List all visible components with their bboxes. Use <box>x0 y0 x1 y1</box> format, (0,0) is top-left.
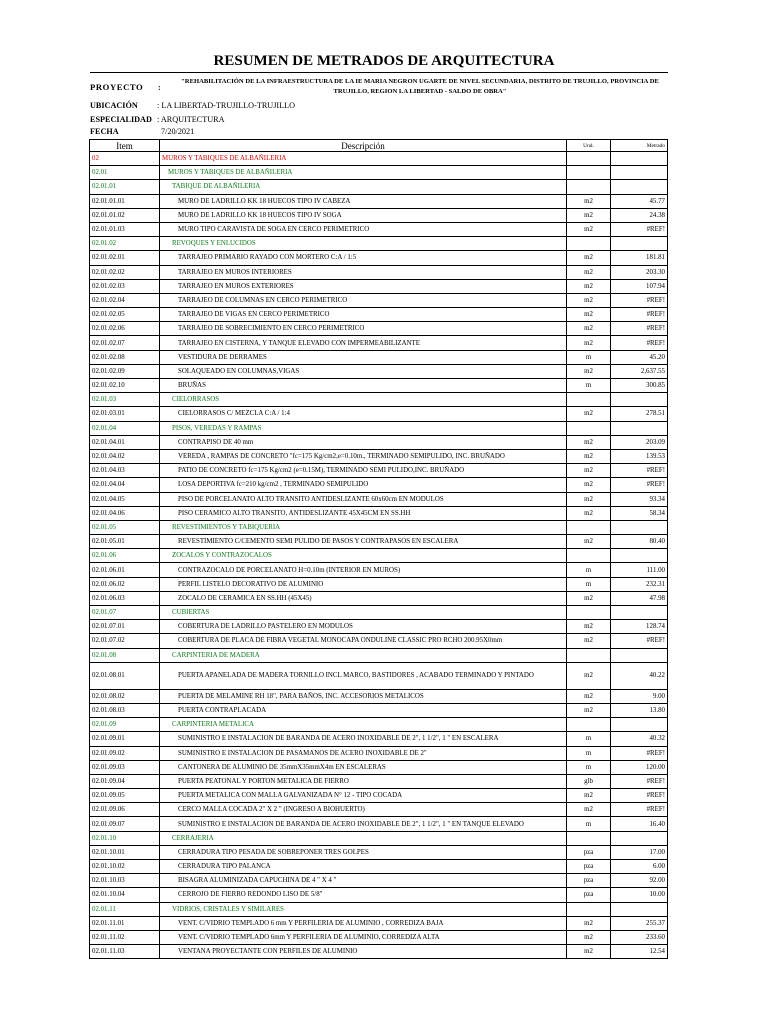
cell-metrado: 255.37 <box>611 916 668 930</box>
cell-unidad: m2 <box>567 803 611 817</box>
cell-unidad: m2 <box>567 789 611 803</box>
cell-metrado <box>611 180 668 194</box>
table-row <box>90 279 668 293</box>
header-item: Item <box>90 140 160 152</box>
cell-unidad <box>567 549 611 563</box>
cell-item: 02.01.05 <box>90 520 160 534</box>
cell-unidad <box>567 718 611 732</box>
cell-descripcion: CONTRAPISO DE 40 mm <box>160 435 567 449</box>
fecha-label: FECHA <box>90 127 119 136</box>
table-row <box>90 322 668 336</box>
table-row <box>90 930 668 944</box>
cell-descripcion: MUROS Y TABIQUES DE ALBAÑILERIA <box>160 152 567 166</box>
cell-unidad: m2 <box>567 364 611 378</box>
cell-metrado: #REF! <box>611 746 668 760</box>
table-row <box>90 732 668 746</box>
cell-unidad: m2 <box>567 591 611 605</box>
cell-descripcion: CONTRAZOCALO DE PORCELANATO H=0.10m (INTERIOR EN MUROS) <box>160 563 567 577</box>
cell-item: 02.01.09.06 <box>90 803 160 817</box>
cell-metrado <box>611 166 668 180</box>
cell-metrado <box>611 606 668 620</box>
cell-descripcion: VEREDA , RAMPAS DE CONCRETO "fc=175 Kg/cm2,e=0.10m., TERMINADO SEMIPULIDO, INC. BRUÑADO <box>160 449 567 463</box>
table-row <box>90 208 668 222</box>
cell-item: 02.01.04.04 <box>90 478 160 492</box>
cell-descripcion: CARPINTERIA METALICA <box>160 718 567 732</box>
table-row <box>90 293 668 307</box>
cell-item: 02.01.09.04 <box>90 774 160 788</box>
cell-metrado <box>611 648 668 662</box>
document-title: RESUMEN DE METRADOS DE ARQUITECTURA <box>213 53 555 69</box>
cell-item: 02.01.07 <box>90 606 160 620</box>
cell-metrado: 181.81 <box>611 251 668 265</box>
cell-metrado <box>611 902 668 916</box>
cell-descripcion: CERRAJERIA <box>160 831 567 845</box>
cell-descripcion: PISO CERAMICO ALTO TRANSITO, ANTIDESLIZANTE 45X45CM EN SS.HH <box>160 506 567 520</box>
title-underline <box>90 72 668 73</box>
cell-descripcion: VIDRIOS, CRISTALES Y SIMILARES <box>160 902 567 916</box>
table-row <box>90 364 668 378</box>
cell-metrado: 47.98 <box>611 591 668 605</box>
cell-metrado <box>611 549 668 563</box>
table-row <box>90 166 668 180</box>
cell-metrado <box>611 421 668 435</box>
cell-unidad: m2 <box>567 336 611 350</box>
cell-unidad: m2 <box>567 620 611 634</box>
cell-descripcion: COBERTURA DE PLACA DE FIBRA VEGETAL MONOCAPA ONDULINE CLASSIC PRO RCHO 200.95X0mm <box>160 634 567 648</box>
cell-unidad <box>567 152 611 166</box>
cell-unidad: pza <box>567 874 611 888</box>
cell-metrado: #REF! <box>611 634 668 648</box>
cell-metrado <box>611 152 668 166</box>
table-row <box>90 718 668 732</box>
especialidad-value: : ARQUITECTURA <box>157 115 225 124</box>
cell-descripcion: CERRADURA TIPO PESADA DE SOBREPONER TRES GOLPES <box>160 845 567 859</box>
table-row <box>90 393 668 407</box>
cell-unidad: m2 <box>567 930 611 944</box>
cell-metrado: 300.85 <box>611 379 668 393</box>
table-row <box>90 874 668 888</box>
cell-metrado: 9.00 <box>611 689 668 703</box>
cell-metrado <box>611 520 668 534</box>
cell-metrado: #REF! <box>611 308 668 322</box>
cell-metrado: 278.51 <box>611 407 668 421</box>
table-header-row <box>90 140 668 152</box>
cell-metrado <box>611 237 668 251</box>
cell-descripcion: MUROS Y TABIQUES DE ALBAÑILERIA <box>160 166 567 180</box>
cell-item: 02.01.06 <box>90 549 160 563</box>
header-metrado: Metrado <box>611 140 668 152</box>
table-row <box>90 902 668 916</box>
table-row <box>90 817 668 831</box>
cell-descripcion: MURO DE LADRILLO KK 18 HUECOS TIPO IV SOGA <box>160 208 567 222</box>
table-row <box>90 945 668 959</box>
cell-unidad: m2 <box>567 435 611 449</box>
cell-unidad: m2 <box>567 478 611 492</box>
header-unidad: Und. <box>567 140 611 152</box>
table-row <box>90 520 668 534</box>
cell-unidad: m2 <box>567 251 611 265</box>
cell-item: 02.01.04.05 <box>90 492 160 506</box>
cell-item: 02.01.04.01 <box>90 435 160 449</box>
cell-item: 02.01.09.02 <box>90 746 160 760</box>
cell-unidad: m2 <box>567 945 611 959</box>
cell-descripcion: REVESTIMIENTO C/CEMENTO SEMI PULIDO DE PASOS Y CONTRAPASOS EN ESCALERA <box>160 535 567 549</box>
cell-metrado: 232.31 <box>611 577 668 591</box>
cell-metrado: #REF! <box>611 803 668 817</box>
cell-unidad: m2 <box>567 634 611 648</box>
cell-item: 02.01.01.02 <box>90 208 160 222</box>
table-row <box>90 803 668 817</box>
table-row <box>90 222 668 236</box>
table-row <box>90 535 668 549</box>
cell-metrado: 17.00 <box>611 845 668 859</box>
cell-metrado: 24.38 <box>611 208 668 222</box>
cell-item: 02.01.02.07 <box>90 336 160 350</box>
cell-unidad: m <box>567 563 611 577</box>
cell-item: 02.01.04.03 <box>90 464 160 478</box>
cell-unidad: m2 <box>567 703 611 717</box>
cell-item: 02.01.02.02 <box>90 265 160 279</box>
cell-descripcion: ZOCALO DE CERAMICA EN SS.HH (45X45) <box>160 591 567 605</box>
cell-metrado: #REF! <box>611 222 668 236</box>
cell-metrado <box>611 718 668 732</box>
table-row <box>90 492 668 506</box>
cell-descripcion: CARPINTERIA DE MADERA <box>160 648 567 662</box>
cell-unidad: m2 <box>567 449 611 463</box>
cell-item: 02.01.10 <box>90 831 160 845</box>
cell-descripcion: LOSA DEPORTIVA fc=210 kg/cm2 , TERMINADO SEMIPULIDO <box>160 478 567 492</box>
cell-item: 02.01.08.02 <box>90 689 160 703</box>
cell-item: 02.01.05.01 <box>90 535 160 549</box>
cell-metrado: #REF! <box>611 336 668 350</box>
cell-descripcion: COBERTURA DE LADRILLO PASTELERO EN MODULOS <box>160 620 567 634</box>
cell-metrado: 111.00 <box>611 563 668 577</box>
header-descripcion: Descripción <box>160 140 567 152</box>
table-row <box>90 449 668 463</box>
cell-item: 02.01.09.05 <box>90 789 160 803</box>
cell-descripcion: PATIO DE CONCRETO fc=175 Kg/cm2 (e=0.15M), TERMINADO SEMI PULIDO,INC. BRUÑADO <box>160 464 567 478</box>
cell-unidad <box>567 237 611 251</box>
cell-metrado: 40.32 <box>611 732 668 746</box>
proyecto-colon: : <box>158 83 161 92</box>
table-row <box>90 648 668 662</box>
table-row <box>90 379 668 393</box>
cell-descripcion: PERFIL LISTELO DECORATIVO DE ALUMINIO <box>160 577 567 591</box>
table-row <box>90 634 668 648</box>
cell-item: 02.01.02 <box>90 237 160 251</box>
table-row <box>90 407 668 421</box>
table-row <box>90 506 668 520</box>
table-row <box>90 435 668 449</box>
table-row <box>90 831 668 845</box>
cell-unidad: m <box>567 746 611 760</box>
table-row <box>90 916 668 930</box>
cell-metrado: 128.74 <box>611 620 668 634</box>
ubicacion-value: : LA LIBERTAD-TRUJILLO-TRUJILLO <box>157 101 296 110</box>
cell-item: 02.01.09.03 <box>90 760 160 774</box>
cell-metrado: #REF! <box>611 322 668 336</box>
cell-metrado: 45.77 <box>611 194 668 208</box>
cell-item: 02 <box>90 152 160 166</box>
table-row <box>90 194 668 208</box>
cell-descripcion: CIELORRASOS <box>160 393 567 407</box>
cell-metrado: 58.34 <box>611 506 668 520</box>
cell-descripcion: VENTANA PROYECTANTE CON PERFILES DE ALUMINIO <box>160 945 567 959</box>
cell-descripcion: TARRAJEO EN MUROS EXTERIORES <box>160 279 567 293</box>
cell-metrado: 12.54 <box>611 945 668 959</box>
cell-descripcion: CERROJO DE FIERRO REDONDO LISO DE 5/8" <box>160 888 567 902</box>
cell-unidad: m2 <box>567 492 611 506</box>
cell-item: 02.01.02.10 <box>90 379 160 393</box>
cell-unidad: m2 <box>567 293 611 307</box>
cell-unidad: m2 <box>567 322 611 336</box>
cell-unidad: m2 <box>567 407 611 421</box>
table-row <box>90 336 668 350</box>
cell-descripcion: VESTIDURA DE DERRAMES <box>160 350 567 364</box>
cell-metrado <box>611 831 668 845</box>
cell-descripcion: ZOCALOS Y CONTRAZOCALOS <box>160 549 567 563</box>
cell-metrado: 16.40 <box>611 817 668 831</box>
cell-item: 02.01.03.01 <box>90 407 160 421</box>
cell-item: 02.01.06.01 <box>90 563 160 577</box>
cell-unidad: m <box>567 379 611 393</box>
cell-item: 02.01.09.01 <box>90 732 160 746</box>
cell-descripcion: CERRADURA TIPO PALANCA <box>160 860 567 874</box>
cell-unidad <box>567 902 611 916</box>
cell-metrado: #REF! <box>611 774 668 788</box>
cell-metrado: 92.00 <box>611 874 668 888</box>
cell-metrado: 40.22 <box>611 662 668 689</box>
table-row <box>90 421 668 435</box>
cell-item: 02.01.11 <box>90 902 160 916</box>
cell-unidad: m2 <box>567 194 611 208</box>
table-row <box>90 703 668 717</box>
cell-unidad: m2 <box>567 506 611 520</box>
cell-unidad: m2 <box>567 265 611 279</box>
cell-item: 02.01.08 <box>90 648 160 662</box>
cell-item: 02.01.11.01 <box>90 916 160 930</box>
cell-item: 02.01.03 <box>90 393 160 407</box>
cell-unidad: m <box>567 577 611 591</box>
cell-metrado: 203.30 <box>611 265 668 279</box>
cell-metrado: #REF! <box>611 478 668 492</box>
cell-metrado: 139.53 <box>611 449 668 463</box>
cell-descripcion: CERCO MALLA COCADA 2" X 2 " (INGRESO A BIOHUERTO) <box>160 803 567 817</box>
cell-descripcion: CANTONERA DE ALUMINIO DE 35mmX35mmX4m EN ESCALERAS <box>160 760 567 774</box>
cell-metrado: 10.00 <box>611 888 668 902</box>
table-row <box>90 888 668 902</box>
cell-descripcion: CIELORRASOS C/ MEZCLA C:A / 1:4 <box>160 407 567 421</box>
cell-unidad <box>567 166 611 180</box>
table-row <box>90 251 668 265</box>
table-row <box>90 689 668 703</box>
cell-descripcion: BRUÑAS <box>160 379 567 393</box>
proyecto-label: PROYECTO <box>90 82 144 92</box>
table-row <box>90 662 668 689</box>
cell-descripcion: TABIQUE DE ALBAÑILERIA <box>160 180 567 194</box>
cell-unidad: m2 <box>567 222 611 236</box>
cell-item: 02.01.06.02 <box>90 577 160 591</box>
cell-descripcion: TARRAJEO DE COLUMNAS EN CERCO PERIMETRICO <box>160 293 567 307</box>
cell-descripcion: SUMINISTRO E INSTALACION DE BARANDA DE ACERO INOXIDABLE DE 2", 1 1/2", 1 " EN TANQUE ELEVADO <box>160 817 567 831</box>
cell-descripcion: SUMINISTRO E INSTALACION DE PASAMANOS DE ACERO INOXIDABLE DE 2" <box>160 746 567 760</box>
cell-item: 02.01.10.04 <box>90 888 160 902</box>
cell-unidad: m2 <box>567 208 611 222</box>
table-row <box>90 152 668 166</box>
cell-descripcion: PISO DE PORCELANATO ALTO TRANSITO ANTIDESLIZANTE 60x60cm EN MODULOS <box>160 492 567 506</box>
cell-unidad: m <box>567 732 611 746</box>
cell-item: 02.01.11.03 <box>90 945 160 959</box>
cell-metrado: 13.80 <box>611 703 668 717</box>
cell-unidad: pza <box>567 860 611 874</box>
table-row <box>90 577 668 591</box>
table-row <box>90 265 668 279</box>
cell-unidad <box>567 393 611 407</box>
cell-unidad <box>567 606 611 620</box>
fecha-value: 7/20/2021 <box>161 127 195 136</box>
cell-item: 02.01.08.01 <box>90 662 160 689</box>
ubicacion-label: UBICACIÓN <box>90 101 138 110</box>
cell-metrado: 203.09 <box>611 435 668 449</box>
table-row <box>90 620 668 634</box>
cell-unidad: m2 <box>567 916 611 930</box>
metrados-table <box>89 139 668 959</box>
table-row <box>90 746 668 760</box>
table-row <box>90 860 668 874</box>
cell-metrado <box>611 393 668 407</box>
cell-metrado: #REF! <box>611 789 668 803</box>
table-row <box>90 308 668 322</box>
cell-descripcion: TARRAJEO PRIMARIO RAYADO CON MORTERO C:A / 1:5 <box>160 251 567 265</box>
cell-item: 02.01.02.08 <box>90 350 160 364</box>
cell-unidad: pza <box>567 888 611 902</box>
table-row <box>90 563 668 577</box>
cell-descripcion: TARRAJEO EN CISTERNA, Y TANQUE ELEVADO CON IMPERMEABILIZANTE <box>160 336 567 350</box>
cell-descripcion: MURO DE LADRILLO KK 18 HUECOS TIPO IV CABEZA <box>160 194 567 208</box>
cell-item: 02.01.09.07 <box>90 817 160 831</box>
cell-descripcion: TARRAJEO EN MUROS INTERIORES <box>160 265 567 279</box>
cell-descripcion: REVESTIMIENTOS Y TABIQUERIA <box>160 520 567 534</box>
cell-unidad: m <box>567 760 611 774</box>
cell-descripcion: PUERTA DE MELAMINE RH 18", PARA BAÑOS, INC. ACCESORIOS METALICOS <box>160 689 567 703</box>
table-row <box>90 789 668 803</box>
cell-item: 02.01.02.05 <box>90 308 160 322</box>
cell-unidad <box>567 648 611 662</box>
cell-item: 02.01.10.03 <box>90 874 160 888</box>
cell-item: 02.01.04.02 <box>90 449 160 463</box>
cell-metrado: #REF! <box>611 293 668 307</box>
cell-item: 02.01 <box>90 166 160 180</box>
cell-item: 02.01.08.03 <box>90 703 160 717</box>
cell-item: 02.01.11.02 <box>90 930 160 944</box>
table-row <box>90 774 668 788</box>
cell-unidad: m <box>567 350 611 364</box>
table-row <box>90 760 668 774</box>
proyecto-text: "REHABILITACIÓN DE LA INFRAESTRUCTURA DE LA IE MARIA NEGRON UGARTE DE NIVEL SECUNDARIA, DISTRITO DE TRUJILLO, PROVINCIA DE TRUJILLO, REGION LA LIBERTAD - SALDO DE OBRA" <box>181 78 659 95</box>
table-row <box>90 350 668 364</box>
cell-item: 02.01.06.03 <box>90 591 160 605</box>
table-body <box>90 152 668 959</box>
cell-unidad: m2 <box>567 535 611 549</box>
cell-descripcion: VENT. C/VIDRIO TEMPLADO 6mm Y PERFILERIA DE ALUMINIO, CORREDIZA ALTA <box>160 930 567 944</box>
cell-descripcion: PUERTA PEATONAL Y PORTON METALICA DE FIERRO <box>160 774 567 788</box>
cell-metrado: 45.20 <box>611 350 668 364</box>
cell-descripcion: PUERTA CONTRAPLACADA <box>160 703 567 717</box>
cell-descripcion: BISAGRA ALUMINIZADA CAPUCHINA DE 4 " X 4 " <box>160 874 567 888</box>
table-row <box>90 606 668 620</box>
cell-item: 02.01.10.02 <box>90 860 160 874</box>
cell-descripcion: SOLAQUEADO EN COLUMNAS,VIGAS <box>160 364 567 378</box>
cell-unidad <box>567 180 611 194</box>
table-row <box>90 237 668 251</box>
cell-item: 02.01.01.03 <box>90 222 160 236</box>
cell-metrado: 93.34 <box>611 492 668 506</box>
cell-item: 02.01.02.01 <box>90 251 160 265</box>
table-row <box>90 180 668 194</box>
cell-unidad: m2 <box>567 464 611 478</box>
table-row <box>90 478 668 492</box>
cell-item: 02.01.01 <box>90 180 160 194</box>
cell-unidad: m2 <box>567 279 611 293</box>
cell-descripcion: TARRAJEO DE SOBRECIMIENTO EN CERCO PERIMETRICO <box>160 322 567 336</box>
cell-unidad <box>567 831 611 845</box>
cell-descripcion: TARRAJEO DE VIGAS EN CERCO PERIMETRICO <box>160 308 567 322</box>
cell-descripcion: PISOS, VEREDAS Y RAMPAS <box>160 421 567 435</box>
cell-descripcion: MURO TIPO CARAVISTA DE SOGA EN CERCO PERIMETRICO <box>160 222 567 236</box>
cell-unidad <box>567 421 611 435</box>
especialidad-label: ESPECIALIDAD <box>90 115 152 124</box>
cell-descripcion: PUERTA METALICA CON MALLA GALVANIZADA N° 12 - TIPO COCADA <box>160 789 567 803</box>
cell-item: 02.01.09 <box>90 718 160 732</box>
cell-descripcion: REVOQUES Y ENLUCIDOS <box>160 237 567 251</box>
table-row <box>90 464 668 478</box>
cell-item: 02.01.07.01 <box>90 620 160 634</box>
cell-descripcion: VENT. C/VIDRIO TEMPLADO 6 mm Y PERFILERIA DE ALUMINIO , CORREDIZA BAJA <box>160 916 567 930</box>
cell-metrado: 80.40 <box>611 535 668 549</box>
cell-descripcion: PUERTA APANELADA DE MADERA TORNILLO INCL MARCO, BASTIDORES , ACABADO TERMINADO Y PINTADO <box>160 662 567 689</box>
cell-item: 02.01.01.01 <box>90 194 160 208</box>
cell-item: 02.01.10.01 <box>90 845 160 859</box>
cell-metrado: 107.94 <box>611 279 668 293</box>
cell-metrado: 2,637.55 <box>611 364 668 378</box>
table-row <box>90 845 668 859</box>
cell-unidad: m2 <box>567 662 611 689</box>
cell-unidad: m <box>567 817 611 831</box>
table-row <box>90 549 668 563</box>
cell-descripcion: CUBIERTAS <box>160 606 567 620</box>
table-row <box>90 591 668 605</box>
cell-metrado: #REF! <box>611 464 668 478</box>
cell-item: 02.01.04 <box>90 421 160 435</box>
cell-unidad <box>567 520 611 534</box>
cell-item: 02.01.02.09 <box>90 364 160 378</box>
cell-item: 02.01.02.06 <box>90 322 160 336</box>
cell-item: 02.01.02.04 <box>90 293 160 307</box>
cell-metrado: 6.00 <box>611 860 668 874</box>
cell-item: 02.01.04.06 <box>90 506 160 520</box>
cell-item: 02.01.02.03 <box>90 279 160 293</box>
cell-descripcion: SUMINISTRO E INSTALACION DE BARANDA DE ACERO INOXIDABLE DE 2", 1 1/2", 1 " EN ESCALERA <box>160 732 567 746</box>
cell-unidad: pza <box>567 845 611 859</box>
cell-metrado: 233.60 <box>611 930 668 944</box>
cell-unidad: m2 <box>567 308 611 322</box>
cell-metrado: 120.00 <box>611 760 668 774</box>
cell-item: 02.01.07.02 <box>90 634 160 648</box>
cell-unidad: glb <box>567 774 611 788</box>
cell-unidad: m2 <box>567 689 611 703</box>
